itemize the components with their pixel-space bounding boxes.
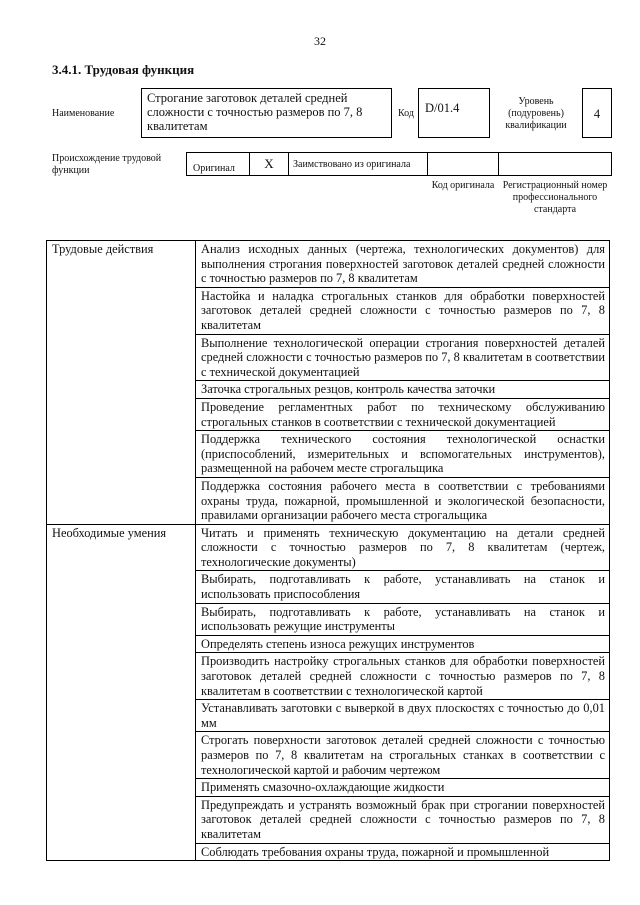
skill-item: Выбирать, подготавливать к работе, устанавливать на станок и использовать приспособления [196, 571, 610, 603]
section-title: 3.4.1. Трудовая функция [52, 62, 195, 77]
action-item: Поддержка технического состояния технологической оснастки (приспособлений, измерительных и вспомогательных инструментов), размещенной на рабочем месте строгальщика [196, 431, 610, 478]
original-mark: X [249, 152, 289, 176]
origin-label: Происхождение трудовой функции [52, 153, 162, 176]
registration-caption: Регистрационный номер профессионального стандарта [502, 180, 608, 215]
original-code-cell [427, 152, 499, 176]
level-value-box: 4 [582, 88, 612, 138]
skill-item: Читать и применять техническую документацию на детали средней сложности с точностью размеров по 7, 8 квалитетам (чертеж, технологические документы) [196, 524, 610, 571]
borrowed-label: Заимствовано из оригинала [293, 159, 411, 170]
skill-item: Применять смазочно-охлаждающие жидкости [196, 779, 610, 797]
actions-header: Трудовые действия [47, 241, 196, 525]
skill-item: Строгать поверхности заготовок деталей средней сложности с точностью размеров по 7, 8 квалитетам на строгальных станках в соответствии с технологической картой и рабочим чертежом [196, 732, 610, 779]
action-item: Настойка и наладка строгальных станков для обработки поверхностей заготовок деталей средней сложности с точностью размеров по 7, 8 квалитетам [196, 287, 610, 334]
skill-item: Предупреждать и устранять возможный брак при строгании поверхностей заготовок деталей средней сложности с точностью размеров по 7, 8 квалитетам [196, 796, 610, 843]
function-name-box: Строгание заготовок деталей средней сложности с точностью размеров по 7, 8 квалитетам [141, 88, 392, 138]
skill-item: Соблюдать требования охраны труда, пожарной и промышленной [196, 843, 610, 861]
table-row [47, 524, 610, 571]
action-item: Анализ исходных данных (чертежа, технологических документов) для выполнения строгания поверхностей заготовок деталей средней сложности с точностью размеров по 7, 8 квалитетам [196, 241, 610, 288]
competency-table [46, 240, 610, 861]
skill-item: Производить настройку строгальных станков для обработки поверхностей заготовок деталей средней сложности с точностью размеров по 7, 8 квалитетам в соответствии с технологической картой [196, 653, 610, 700]
code-caption: Код оригинала [431, 180, 495, 191]
action-item: Выполнение технологической операции строгания поверхностей деталей средней сложности с точностью размеров по 7, 8 квалитетам в соответствии с технической документацией [196, 334, 610, 381]
page-number: 32 [314, 34, 326, 48]
skill-item: Определять степень износа режущих инструментов [196, 635, 610, 653]
original-label: Оригинал [193, 163, 235, 174]
action-item: Поддержка состояния рабочего места в соответствии с требованиями охраны труда, пожарной, промышленной и экологической безопасности, правилами организации рабочего места строгальщика [196, 477, 610, 524]
skill-item: Устанавливать заготовки с выверкой в двух плоскостях с точностью до 0,01 мм [196, 700, 610, 732]
original-cell [186, 152, 250, 176]
level-label: Уровень (подуровень) квалификации [505, 96, 567, 131]
borrowed-cell [288, 152, 428, 176]
code-label: Код [398, 108, 414, 119]
origin-row [186, 152, 612, 176]
action-item: Проведение регламентных работ по техническому обслуживанию строгальных станков в соответствии с технической документацией [196, 398, 610, 430]
action-item: Заточка строгальных резцов, контроль качества заточки [196, 381, 610, 399]
registration-number-cell [498, 152, 612, 176]
table-row [47, 241, 610, 288]
skills-header: Необходимые умения [47, 524, 196, 860]
function-code-box: D/01.4 [418, 88, 490, 138]
skill-item: Выбирать, подготавливать к работе, устанавливать на станок и использовать режущие инструменты [196, 603, 610, 635]
name-label: Наименование [52, 108, 115, 119]
